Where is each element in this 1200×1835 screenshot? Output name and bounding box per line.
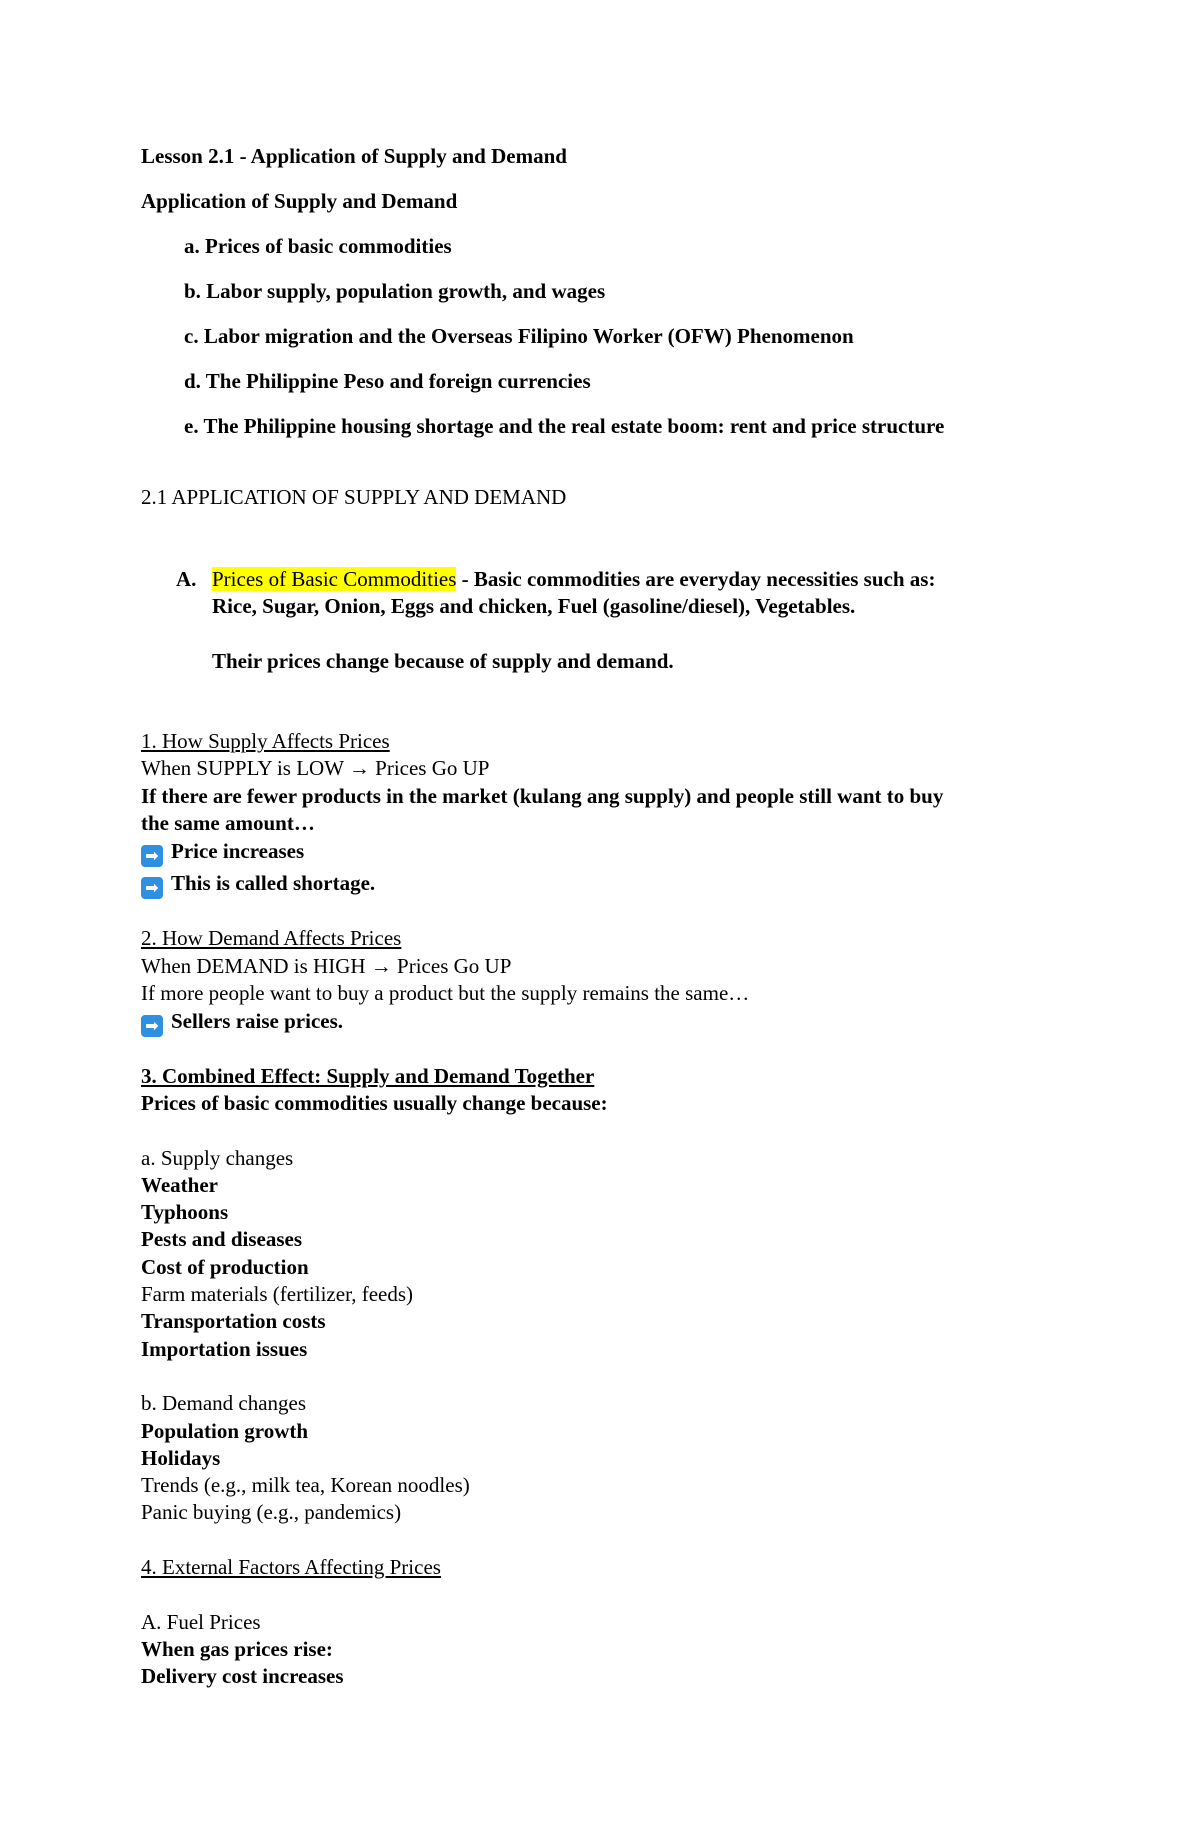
section-1-line: the same amount… — [141, 811, 315, 835]
fuel-prices-heading: A. Fuel Prices — [141, 1610, 261, 1634]
outline-item: a. Prices of basic commodities — [184, 234, 452, 258]
bullet-text: Price increases — [171, 839, 305, 863]
right-arrow-icon: ➡ — [141, 1015, 163, 1037]
outline-item: e. The Philippine housing shortage and the real estate boom: rent and price structure — [184, 414, 945, 438]
supply-changes-heading: a. Supply changes — [141, 1146, 294, 1170]
outline-item: b. Labor supply, population growth, and wages — [184, 279, 606, 303]
section-1-line: When SUPPLY is LOW → Prices Go UP — [141, 756, 490, 780]
section-2-heading: 2. How Demand Affects Prices — [141, 926, 402, 950]
section-3-line: Prices of basic commodities usually change because: — [141, 1091, 608, 1115]
supply-change-item: Cost of production — [141, 1255, 309, 1279]
part-a-line-3: Their prices change because of supply and demand. — [212, 649, 674, 673]
section-4-line: Delivery cost increases — [141, 1664, 344, 1688]
outline-item: d. The Philippine Peso and foreign currencies — [184, 369, 591, 393]
section-heading: 2.1 APPLICATION OF SUPPLY AND DEMAND — [141, 485, 567, 509]
supply-change-item: Farm materials (fertilizer, feeds) — [141, 1282, 414, 1306]
section-2-line: If more people want to buy a product but the supply remains the same… — [141, 981, 750, 1005]
demand-change-item: Panic buying (e.g., pandemics) — [141, 1500, 402, 1524]
right-arrow-icon: ➡ — [141, 845, 163, 867]
section-3-heading: 3. Combined Effect: Supply and Demand Together — [141, 1064, 595, 1088]
bullet-text: Sellers raise prices. — [171, 1009, 344, 1033]
bullet-text: This is called shortage. — [171, 871, 376, 895]
demand-changes-heading: b. Demand changes — [141, 1391, 307, 1415]
part-a-line-1 — [212, 566, 935, 592]
section-1-bullet — [141, 870, 375, 899]
supply-change-item: Typhoons — [141, 1200, 229, 1224]
section-2-line: When DEMAND is HIGH → Prices Go UP — [141, 954, 512, 978]
outline-heading: Application of Supply and Demand — [141, 189, 458, 213]
highlighted-term: Prices of Basic Commodities — [212, 567, 457, 591]
right-arrow-icon: ➡ — [141, 877, 163, 899]
supply-change-item: Pests and diseases — [141, 1227, 303, 1251]
section-1-bullet — [141, 838, 304, 867]
supply-change-item: Importation issues — [141, 1337, 308, 1361]
part-a-text-1: - Basic commodities are everyday necessities such as: — [456, 567, 936, 591]
section-2-bullet — [141, 1008, 343, 1037]
supply-change-item: Transportation costs — [141, 1309, 326, 1333]
outline-item: c. Labor migration and the Overseas Filipino Worker (OFW) Phenomenon — [184, 324, 854, 348]
part-a-line-2: Rice, Sugar, Onion, Eggs and chicken, Fuel (gasoline/diesel), Vegetables. — [212, 594, 856, 618]
demand-change-item: Holidays — [141, 1446, 221, 1470]
section-4-heading: 4. External Factors Affecting Prices — [141, 1555, 441, 1579]
supply-change-item: Weather — [141, 1173, 218, 1197]
demand-change-item: Trends (e.g., milk tea, Korean noodles) — [141, 1473, 470, 1497]
section-1-line: If there are fewer products in the market (kulang ang supply) and people still want to buy — [141, 784, 944, 808]
lesson-title: Lesson 2.1 - Application of Supply and Demand — [141, 144, 567, 168]
demand-change-item: Population growth — [141, 1419, 309, 1443]
section-4-line: When gas prices rise: — [141, 1637, 333, 1661]
part-a-marker: A. — [176, 567, 197, 591]
section-1-heading: 1. How Supply Affects Prices — [141, 729, 390, 753]
